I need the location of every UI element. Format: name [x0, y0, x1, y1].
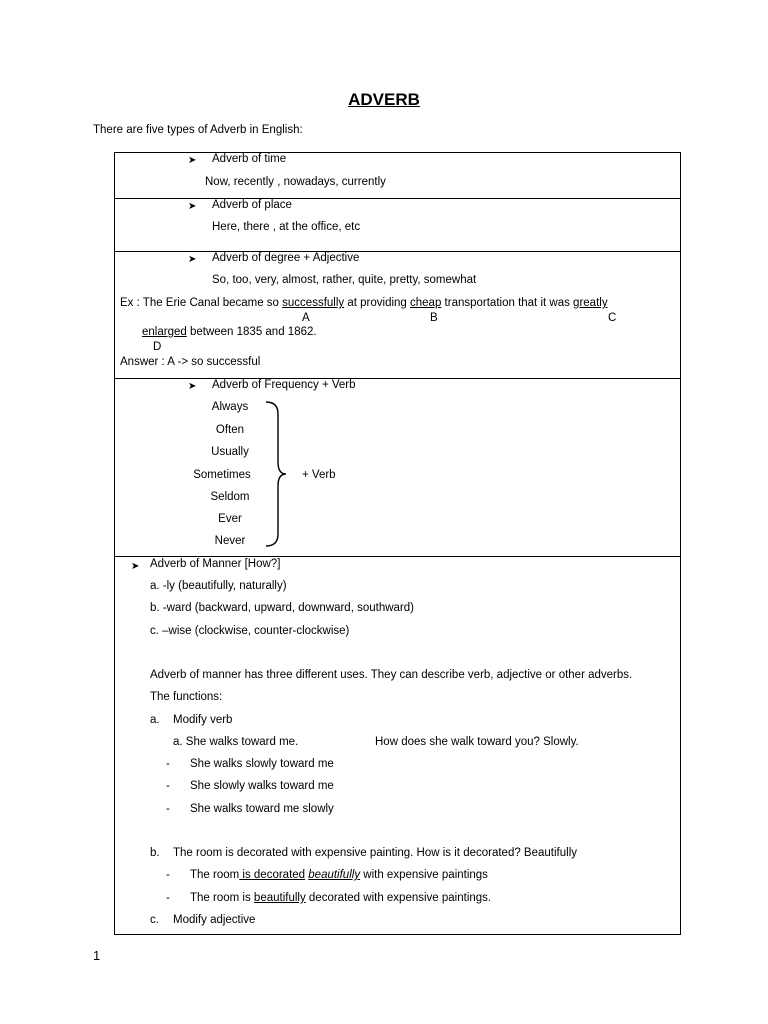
row-divider	[114, 556, 681, 557]
time-examples: Now, recently , nowadays, currently	[205, 176, 386, 188]
option-a-mark: A	[302, 312, 310, 324]
manner-form-a: a. -ly (beautifully, naturally)	[150, 580, 287, 592]
manner-form-b: b. -ward (backward, upward, downward, southward)	[150, 602, 414, 614]
list-dash: -	[166, 803, 170, 815]
option-d-mark: D	[153, 341, 162, 353]
function-b-list-item	[190, 869, 488, 881]
frequency-item: Always	[211, 401, 249, 413]
row-divider	[114, 378, 681, 379]
degree-examples: So, too, very, almost, rather, quite, pretty, somewhat	[212, 274, 477, 286]
list-dash: -	[166, 758, 170, 770]
degree-example-sentence	[120, 297, 608, 309]
degree-heading: Adverb of degree + Adjective	[212, 252, 360, 264]
frequency-item: Ever	[218, 513, 242, 525]
function-a-label: a.	[150, 714, 160, 726]
degree-answer: Answer : A -> so successful	[120, 356, 261, 368]
row-divider	[114, 251, 681, 252]
place-examples: Here, there , at the office, etc	[212, 221, 361, 233]
frequency-item: Often	[215, 424, 245, 436]
intro-text: There are five types of Adverb in English:	[93, 124, 303, 136]
place-heading: Adverb of place	[212, 199, 292, 211]
sentence-part: decorated with expensive paintings.	[305, 892, 492, 904]
document-title: ADVERB	[348, 90, 420, 109]
list-dash: -	[166, 869, 170, 881]
option-d-word: enlarged	[142, 326, 187, 338]
bullet-arrow-icon: ➤	[188, 201, 197, 212]
option-c-word: greatly	[573, 297, 608, 309]
list-dash: -	[166, 780, 170, 792]
function-c-label: c.	[150, 914, 159, 926]
frequency-item: Sometimes	[193, 469, 251, 481]
sentence-part: with expensive paintings	[360, 869, 488, 881]
sentence-part: The room	[190, 869, 240, 881]
bullet-arrow-icon: ➤	[188, 155, 197, 166]
underlined-adverb: beautifully	[308, 869, 361, 881]
underlined-phrase: is decorated	[239, 869, 306, 881]
example-text: transportation that it was	[441, 297, 574, 309]
frequency-item: Seldom	[210, 491, 250, 503]
option-c-mark: C	[608, 312, 617, 324]
option-a-word: successfully	[282, 297, 345, 309]
function-a-question: How does she walk toward you? Slowly.	[375, 736, 579, 748]
function-a-text: Modify verb	[173, 714, 233, 726]
frequency-heading: Adverb of Frequency + Verb	[212, 379, 356, 391]
example-text: between 1835 and 1862.	[186, 326, 317, 338]
manner-form-c: c. –wise (clockwise, counter-clockwise)	[150, 625, 350, 637]
bullet-arrow-icon: ➤	[188, 381, 197, 392]
option-b-mark: B	[430, 312, 438, 324]
function-b-label: b.	[150, 847, 160, 859]
verb-label: + Verb	[302, 469, 336, 481]
frequency-item: Usually	[211, 446, 249, 458]
manner-uses: Adverb of manner has three different uses. They can describe verb, adjective or other adverbs.	[150, 669, 633, 681]
frequency-item: Never	[214, 535, 246, 547]
bullet-arrow-icon: ➤	[131, 561, 140, 572]
function-a-list-item: She walks slowly toward me	[190, 758, 334, 770]
curly-brace-icon	[262, 400, 288, 548]
bullet-arrow-icon: ➤	[188, 254, 197, 265]
function-b-text: The room is decorated with expensive painting. How is it decorated? Beautifully	[173, 847, 577, 859]
function-b-list-item	[190, 892, 491, 904]
function-a-list-item: She slowly walks toward me	[190, 780, 334, 792]
manner-functions-label: The functions:	[150, 691, 223, 703]
page-number: 1	[93, 948, 101, 963]
row-divider	[114, 198, 681, 199]
function-c-text: Modify adjective	[173, 914, 256, 926]
function-a-example: a. She walks toward me.	[173, 736, 299, 748]
manner-heading: Adverb of Manner [How?]	[150, 558, 281, 570]
time-heading: Adverb of time	[212, 153, 287, 165]
degree-example-continuation	[142, 326, 317, 338]
underlined-adverb: beautifully	[253, 892, 306, 904]
option-b-word: cheap	[410, 297, 442, 309]
example-text: Ex : The Erie Canal became so	[120, 297, 283, 309]
list-dash: -	[166, 892, 170, 904]
example-text: at providing	[344, 297, 411, 309]
function-a-list-item: She walks toward me slowly	[190, 803, 334, 815]
sentence-part: The room is	[190, 892, 254, 904]
